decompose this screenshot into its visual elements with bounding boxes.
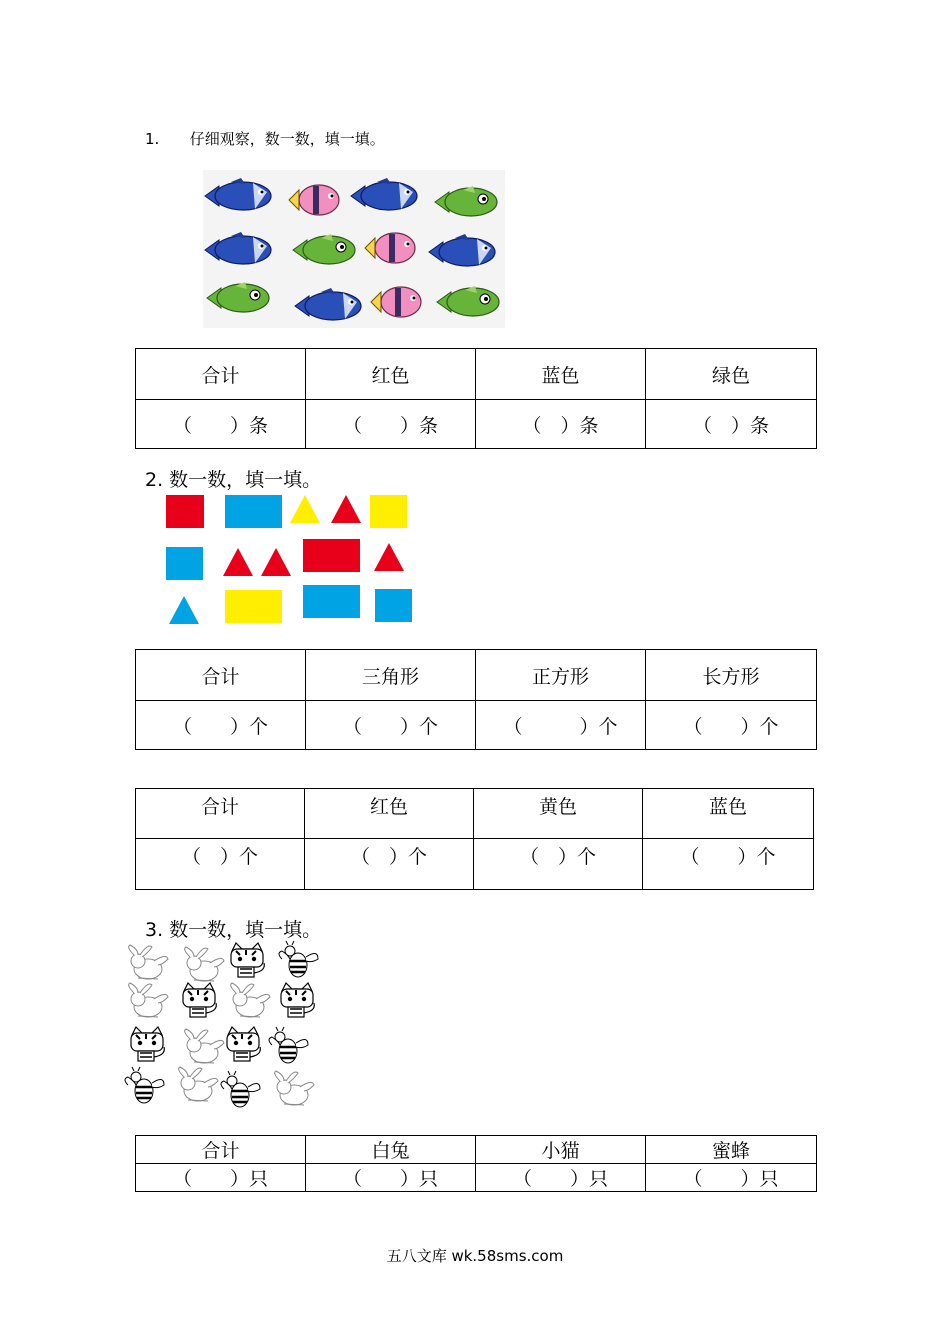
q2-answer-total[interactable]: （ ）个 xyxy=(136,701,306,750)
yellow-square xyxy=(370,495,407,528)
yellow-triangle xyxy=(290,495,320,523)
fish-grid xyxy=(203,170,505,328)
q1-answer-total[interactable]: （ ）条 xyxy=(136,400,306,449)
q1-answer-red[interactable]: （ ）条 xyxy=(306,400,476,449)
footer-watermark: 五八文库 wk.58sms.com xyxy=(386,1247,564,1265)
animals-picture xyxy=(120,935,320,1110)
red-triangle xyxy=(374,543,404,571)
q2c-answer-red[interactable]: （ ）个 xyxy=(305,839,474,890)
q2c-header-total: 合计 xyxy=(136,789,305,839)
q2-answer-triangle[interactable]: （ ）个 xyxy=(306,701,476,750)
question-3-table xyxy=(135,1135,817,1192)
red-rectangle xyxy=(303,539,360,572)
fish-picture xyxy=(203,170,505,328)
q3-answer-bee[interactable]: （ ）只 xyxy=(646,1164,817,1192)
q3-header-rabbit: 白兔 xyxy=(306,1136,476,1164)
q1-answer-green[interactable]: （ ）条 xyxy=(646,400,817,449)
q2-header-square: 正方形 xyxy=(476,650,646,701)
q1-header-blue: 蓝色 xyxy=(476,349,646,400)
q2-header-rectangle: 长方形 xyxy=(646,650,817,701)
q2-header-triangle: 三角形 xyxy=(306,650,476,701)
q1-header-total: 合计 xyxy=(136,349,306,400)
q2-answer-rectangle[interactable]: （ ）个 xyxy=(646,701,817,750)
q3-answer-total[interactable]: （ ）只 xyxy=(136,1164,306,1192)
red-triangle xyxy=(261,548,291,576)
q2c-header-yellow: 黄色 xyxy=(474,789,643,839)
q2-header-total: 合计 xyxy=(136,650,306,701)
q2c-header-blue: 蓝色 xyxy=(643,789,814,839)
blue-rectangle xyxy=(303,585,360,618)
question-2-color-table xyxy=(135,788,814,890)
question-2-prompt: 2. 数一数，填一填。 xyxy=(145,469,322,491)
question-1-heading xyxy=(145,128,385,149)
q3-header-cat: 小猫 xyxy=(476,1136,646,1164)
red-triangle xyxy=(331,495,361,523)
blue-square xyxy=(375,589,412,622)
q2c-answer-total[interactable]: （ ）个 xyxy=(136,839,305,890)
animal-grid xyxy=(120,935,320,1110)
q1-header-green: 绿色 xyxy=(646,349,817,400)
red-triangle xyxy=(223,548,253,576)
question-1-number: 1. xyxy=(145,130,160,148)
question-1-prompt: 仔细观察，数一数，填一填。 xyxy=(189,130,385,148)
blue-square xyxy=(166,547,203,580)
question-2-shape-table xyxy=(135,649,817,750)
q1-header-red: 红色 xyxy=(306,349,476,400)
q2c-answer-yellow[interactable]: （ ）个 xyxy=(474,839,643,890)
q1-answer-blue[interactable]: （ ）条 xyxy=(476,400,646,449)
question-1-table xyxy=(135,348,817,449)
q3-answer-rabbit[interactable]: （ ）只 xyxy=(306,1164,476,1192)
red-square xyxy=(166,495,204,528)
q3-header-total: 合计 xyxy=(136,1136,306,1164)
blue-rectangle xyxy=(225,495,282,528)
q2-answer-square[interactable]: （ ）个 xyxy=(476,701,646,750)
q3-header-bee: 蜜蜂 xyxy=(646,1136,817,1164)
q2c-header-red: 红色 xyxy=(305,789,474,839)
q2c-answer-blue[interactable]: （ ）个 xyxy=(643,839,814,890)
q3-answer-cat[interactable]: （ ）只 xyxy=(476,1164,646,1192)
yellow-rectangle xyxy=(225,590,282,623)
question-3-prompt: 3. 数一数，填一填。 xyxy=(145,919,322,941)
blue-triangle xyxy=(169,596,199,624)
